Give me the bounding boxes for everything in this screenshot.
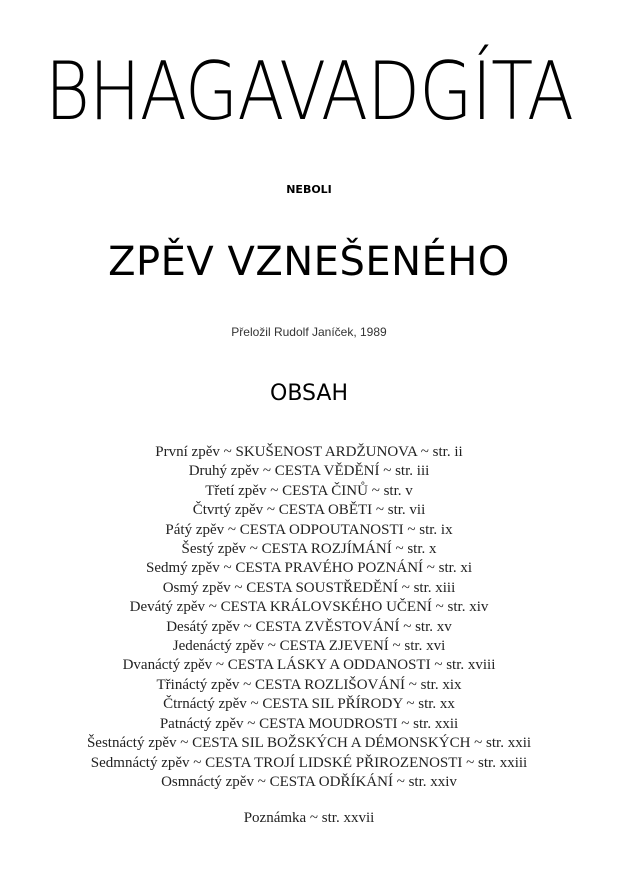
toc-item: Osmnáctý zpěv ~ CESTA ODŘÍKÁNÍ ~ str. xxiv <box>161 773 457 790</box>
note-entry: Poznámka ~ str. xxvii <box>243 810 375 826</box>
toc-item: Čtrnáctý zpěv ~ CESTA SIL PŘÍRODY ~ str. xx <box>163 696 455 713</box>
book-title: BHAGAVADGÍTA <box>44 45 574 138</box>
neboli-label: NEBOLI <box>286 183 332 196</box>
toc-item: Sedmnáctý zpěv ~ CESTA TROJÍ LIDSKÉ PŘIROZENOSTI ~ str. xxiii <box>90 754 528 771</box>
toc-item: Patnáctý zpěv ~ CESTA MOUDROSTI ~ str. xxii <box>159 715 459 732</box>
toc-item: Jedenáctý zpěv ~ CESTA ZJEVENÍ ~ str. xvi <box>172 638 446 655</box>
toc-item: Osmý zpěv ~ CESTA SOUSTŘEDĚNÍ ~ str. xiii <box>162 579 456 596</box>
toc-item: První zpěv ~ SKUŠENOST ARDŽUNOVA ~ str. ii <box>155 444 463 460</box>
toc-item: Třináctý zpěv ~ CESTA ROZLIŠOVÁNÍ ~ str. xix <box>156 676 462 693</box>
toc-item: Pátý zpěv ~ CESTA ODPOUTANOSTI ~ str. ix <box>165 521 453 538</box>
contents-heading: OBSAH <box>270 381 348 406</box>
table-of-contents <box>0 443 618 792</box>
toc-item: Desátý zpěv ~ CESTA ZVĚSTOVÁNÍ ~ str. xv <box>166 618 452 635</box>
translator-credit: Přeložil Rudolf Janíček, 1989 <box>231 325 387 339</box>
toc-item: Dvanáctý zpěv ~ CESTA LÁSKY A ODDANOSTI ~ str. xviii <box>122 657 496 674</box>
toc-item: Šestý zpěv ~ CESTA ROZJÍMÁNÍ ~ str. x <box>181 541 437 558</box>
book-subtitle: ZPĚV VZNEŠENÉHO <box>108 239 510 285</box>
toc-item: Sedmý zpěv ~ CESTA PRAVÉHO POZNÁNÍ ~ str. xi <box>145 560 472 577</box>
toc-item: Devátý zpěv ~ CESTA KRÁLOVSKÉHO UČENÍ ~ str. xiv <box>129 599 489 616</box>
toc-item: Šestnáctý zpěv ~ CESTA SIL BOŽSKÝCH A DÉMONSKÝCH ~ str. xxii <box>86 735 532 752</box>
toc-item: Čtvrtý zpěv ~ CESTA OBĚTI ~ str. vii <box>192 502 426 519</box>
toc-item: Druhý zpěv ~ CESTA VĚDĚNÍ ~ str. iii <box>188 463 430 480</box>
toc-item: Třetí zpěv ~ CESTA ČINŮ ~ str. v <box>205 482 413 499</box>
